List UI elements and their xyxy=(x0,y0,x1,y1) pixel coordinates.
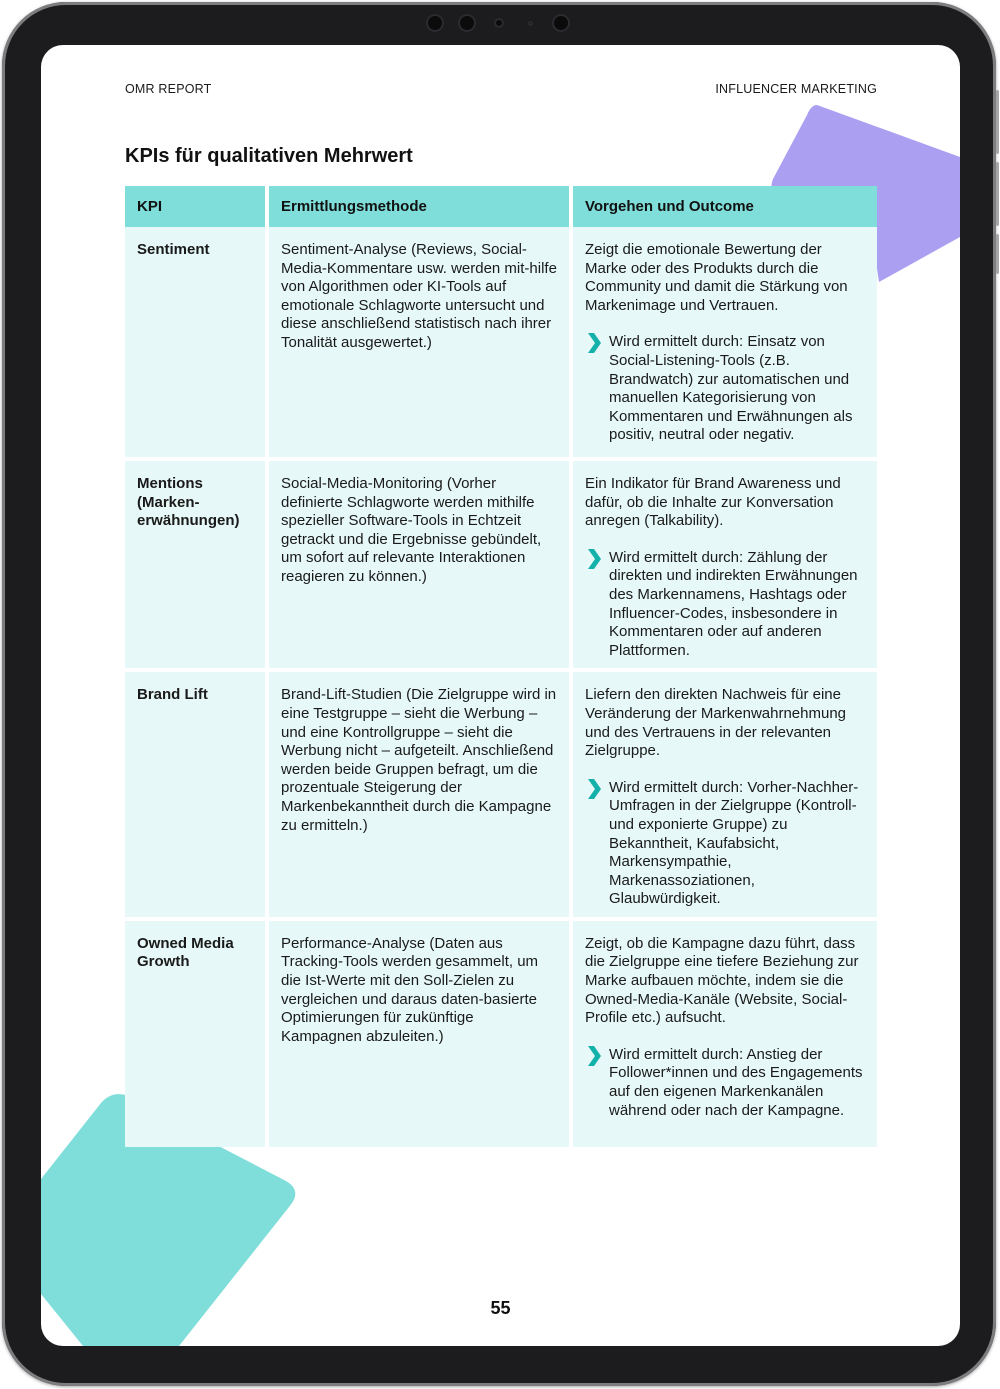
kpi-cell: Sentiment xyxy=(125,227,265,457)
kpi-table xyxy=(125,186,877,1147)
camera-icon xyxy=(458,14,476,32)
column-header-method: Ermittlungsmethode xyxy=(265,186,569,227)
outcome-cell xyxy=(569,457,877,668)
chevron-right-icon xyxy=(585,333,609,353)
outcome-text: Zeigt, ob die Kampagne dazu führt, dass die Zielgruppe eine tiefere Beziehung zur Marke aufbauen möchte, indem sie die Owned-Media-Kanäle (Website, Social-Profile etc.) aufsucht. xyxy=(585,934,859,1027)
method-cell: Brand-Lift-Studien (Die Zielgruppe wird in eine Testgruppe – sieht die Werbung – und eine Kontrollgruppe – sieht die Werbung nicht – aufgeteilt. Anschließend werden beide Gruppen befragt, um die prozentuale Steigerung der Markenbekanntheit durch die Kampagne zu ermitteln.) xyxy=(265,668,569,917)
outcome-cell xyxy=(569,917,877,1147)
section-label: INFLUENCER MARKETING xyxy=(715,82,877,96)
report-label: OMR REPORT xyxy=(125,82,212,96)
outcome-text: Ein Indikator für Brand Awareness und dafür, ob die Inhalte zur Konversation anregen (Talkability). xyxy=(585,475,841,530)
camera-icon xyxy=(528,21,533,26)
chevron-right-icon xyxy=(585,779,609,799)
outcome-cell xyxy=(569,227,877,457)
method-cell: Sentiment-Analyse (Reviews, Social-Media-Kommentare usw. werden mit-hilfe von Algorithmen oder KI-Tools auf emotionale Schlagworte untersucht und diese anschließend statistisch nach ihrer Tonalität ausgewertet.) xyxy=(265,227,569,457)
outcome-cell xyxy=(569,668,877,917)
column-header-outcome: Vorgehen und Outcome xyxy=(569,186,877,227)
outcome-bullet xyxy=(585,333,865,445)
page-screen xyxy=(41,45,960,1346)
bullet-text: Wird ermittelt durch: Zählung der direkten und indirekten Erwähnungen des Markennamens, Hashtags oder Influencer-Codes, insbesondere in Kommentaren oder auf anderen Plattformen. xyxy=(609,548,858,659)
table-row xyxy=(125,457,877,668)
volume-button xyxy=(996,90,999,154)
camera-icon xyxy=(426,14,444,32)
tablet-frame xyxy=(2,2,996,1386)
power-button xyxy=(996,234,999,274)
page-number: 55 xyxy=(490,1298,511,1318)
camera-icon xyxy=(494,18,504,28)
table-row xyxy=(125,227,877,457)
kpi-cell: Mentions (Marken-erwähnungen) xyxy=(125,457,265,668)
table-header-row xyxy=(125,186,877,227)
method-cell: Social-Media-Monitoring (Vorher definierte Schlagworte werden mithilfe spezieller Software-Tools in Echtzeit getrackt und die Ergebnisse gebündelt, um sofort auf relevante Interaktionen reagieren zu können.) xyxy=(265,457,569,668)
outcome-bullet xyxy=(585,779,865,909)
outcome-text: Liefern den direkten Nachweis für eine Veränderung der Markenwahrnehmung und des Vertrauens in der relevanten Zielgruppe. xyxy=(585,686,846,760)
camera-icon xyxy=(552,14,570,32)
table-row xyxy=(125,917,877,1147)
kpi-cell: Owned Media Growth xyxy=(125,917,265,1147)
kpi-cell: Brand Lift xyxy=(125,668,265,917)
method-cell: Performance-Analyse (Daten aus Tracking-Tools werden gesammelt, um die Ist-Werte mit den Soll-Zielen zu vergleichen und daraus daten-basierte Optimierungen für zukünftige Kampagnen abzuleiten.) xyxy=(265,917,569,1147)
bullet-text: Wird ermittelt durch: Anstieg der Follower*innen und des Engagements auf den eigenen Markenkanälen während oder nach der Kampagne. xyxy=(609,1045,863,1119)
chevron-right-icon xyxy=(585,1046,609,1066)
chevron-right-icon xyxy=(585,549,609,569)
outcome-text: Zeigt die emotionale Bewertung der Marke oder des Produkts durch die Community und damit die Stärkung von Markenimage und Vertrauen. xyxy=(585,241,848,314)
outcome-bullet xyxy=(585,1046,865,1120)
page-title: KPIs für qualitativen Mehrwert xyxy=(125,145,413,167)
volume-button xyxy=(996,162,999,226)
table-row xyxy=(125,668,877,917)
bullet-text: Wird ermittelt durch: Einsatz von Social-Listening-Tools (z.B. Brandwatch) zur automatischen und manuellen Kategorisierung von Kommentaren und Erwähnungen als positiv, neutral oder negativ. xyxy=(609,333,853,444)
bullet-text: Wird ermittelt durch: Vorher-Nachher-Umfragen in der Zielgruppe (Kontroll- und exponierte Gruppe) zu Bekanntheit, Kaufabsicht, Markensympathie, Markenassoziationen, Glaubwürdigkeit. xyxy=(609,778,859,908)
outcome-bullet xyxy=(585,549,865,661)
column-header-kpi: KPI xyxy=(125,186,265,227)
